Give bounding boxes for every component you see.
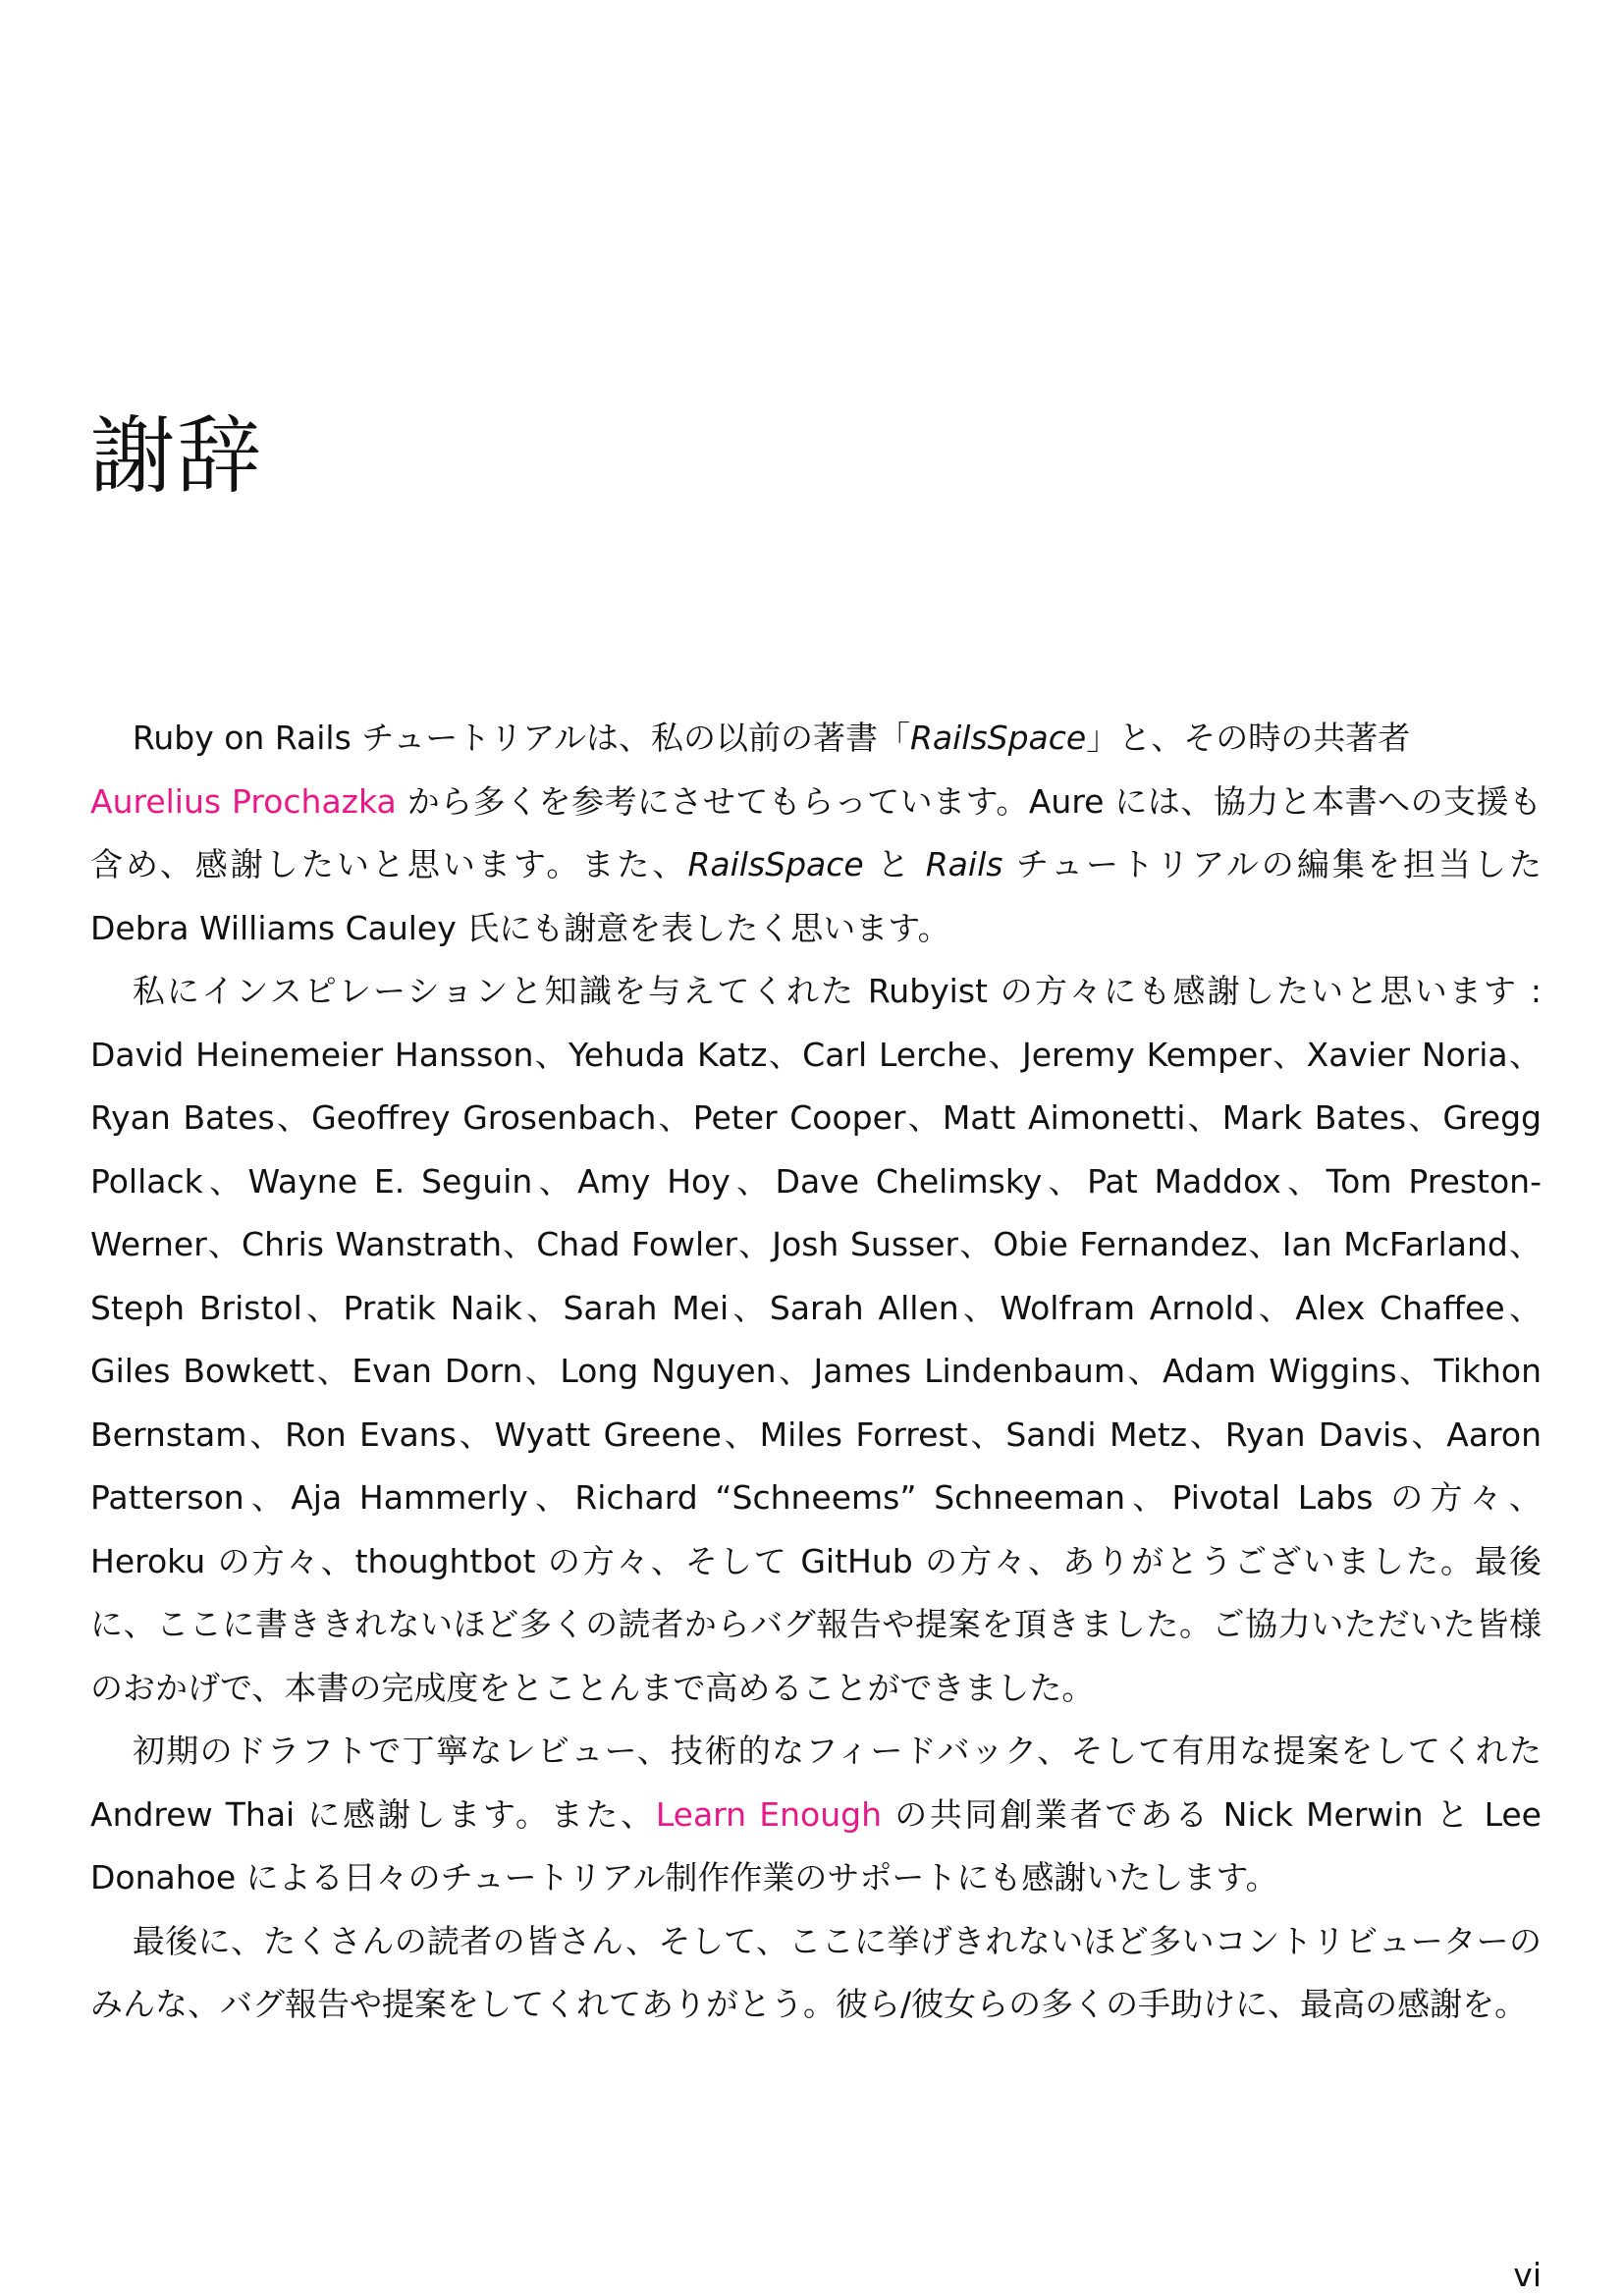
paragraph-2: 私にインスピレーションと知識を与えてくれた Rubyist の方々にも感謝したいと思います : David Heinemeier Hansson、Yehuda Katz、Carl Lerche、Jeremy Kemper、Xavier Noria、Ryan Bates、Geoffrey Grosenbach、Peter Cooper、Matt Aimonetti、Mark Bates、Gregg Pollack、Wayne E. Seguin、Amy Hoy、Dave Chelimsky、Pat Maddox、Tom Preston-Werner、Chris Wanstrath、Chad Fowler、Josh Susser、Obie Fernandez、Ian McFarland、Steph Bristol、Pratik Naik、Sarah Mei、Sarah Allen、Wolfram Arnold、Alex Chaffee、Giles Bowkett、Evan Dorn、Long Nguyen、James Lindenbaum、Adam Wiggins、Tikhon Bernstam、Ron Evans、Wyatt Greene、Miles Forrest、Sandi Metz、Ryan Davis、Aaron Patterson、Aja Hammerly、Richard “Schneems” Schneeman、Pivotal Labs の方々、Heroku の方々、thoughtbot の方々、そして GitHub の方々、ありがとうございました。最後に、ここに書ききれないほど多くの読者からバグ報告や提案を頂きました。ご協力いただいた皆様のおかげで、本書の完成度をとことんまで高めることができました。 [90, 972, 1542, 1707]
acknowledgements-body [90, 707, 1542, 2037]
learn-enough-link[interactable]: Learn Enough [655, 1794, 883, 1834]
paragraph-3 [90, 1720, 1542, 1910]
book-title: RailsSpace [909, 719, 1087, 757]
text-segment: から多くを参考にさせてもらっています。Aure には、協力と本書への支援も含め、感謝したいと思います。また、 [90, 781, 1542, 883]
paragraph-4: 最後に、たくさんの読者の皆さん、そして、ここに挙げきれないほど多いコントリビューターのみんな、バグ報告や提案をしてくれてありがとう。彼ら/彼女らの多くの手助けに、最高の感謝を。 [90, 1921, 1542, 2023]
page-title: 謝辞 [90, 407, 263, 506]
author-link[interactable]: Aurelius Prochazka [90, 781, 397, 821]
page-number: vi [1513, 2256, 1542, 2294]
text-segment: 」と、その時の共著者 [1086, 719, 1411, 757]
book-title: RailsSpace [687, 845, 864, 883]
text-segment: チュートリアルの編集を担当した Debra Williams Cauley 氏にも謝意を表したく思います。 [90, 845, 1542, 947]
text-segment: Ruby on Rails チュートリアルは、私の以前の著書「 [132, 719, 910, 757]
text-segment: の共同創業者である Nick Merwin と Lee Donahoe による日々のチュートリアル制作作業のサポートにも感謝いたします。 [90, 1794, 1542, 1896]
book-title: Rails [925, 845, 1003, 883]
paragraph-1 [90, 707, 1542, 960]
text-segment: 初期のドラフトで丁寧なレビュー、技術的なフィードバック、そして有用な提案をしてくれた Andrew Thai に感謝します。また、 [90, 1732, 1542, 1834]
text-segment: と [877, 845, 913, 883]
